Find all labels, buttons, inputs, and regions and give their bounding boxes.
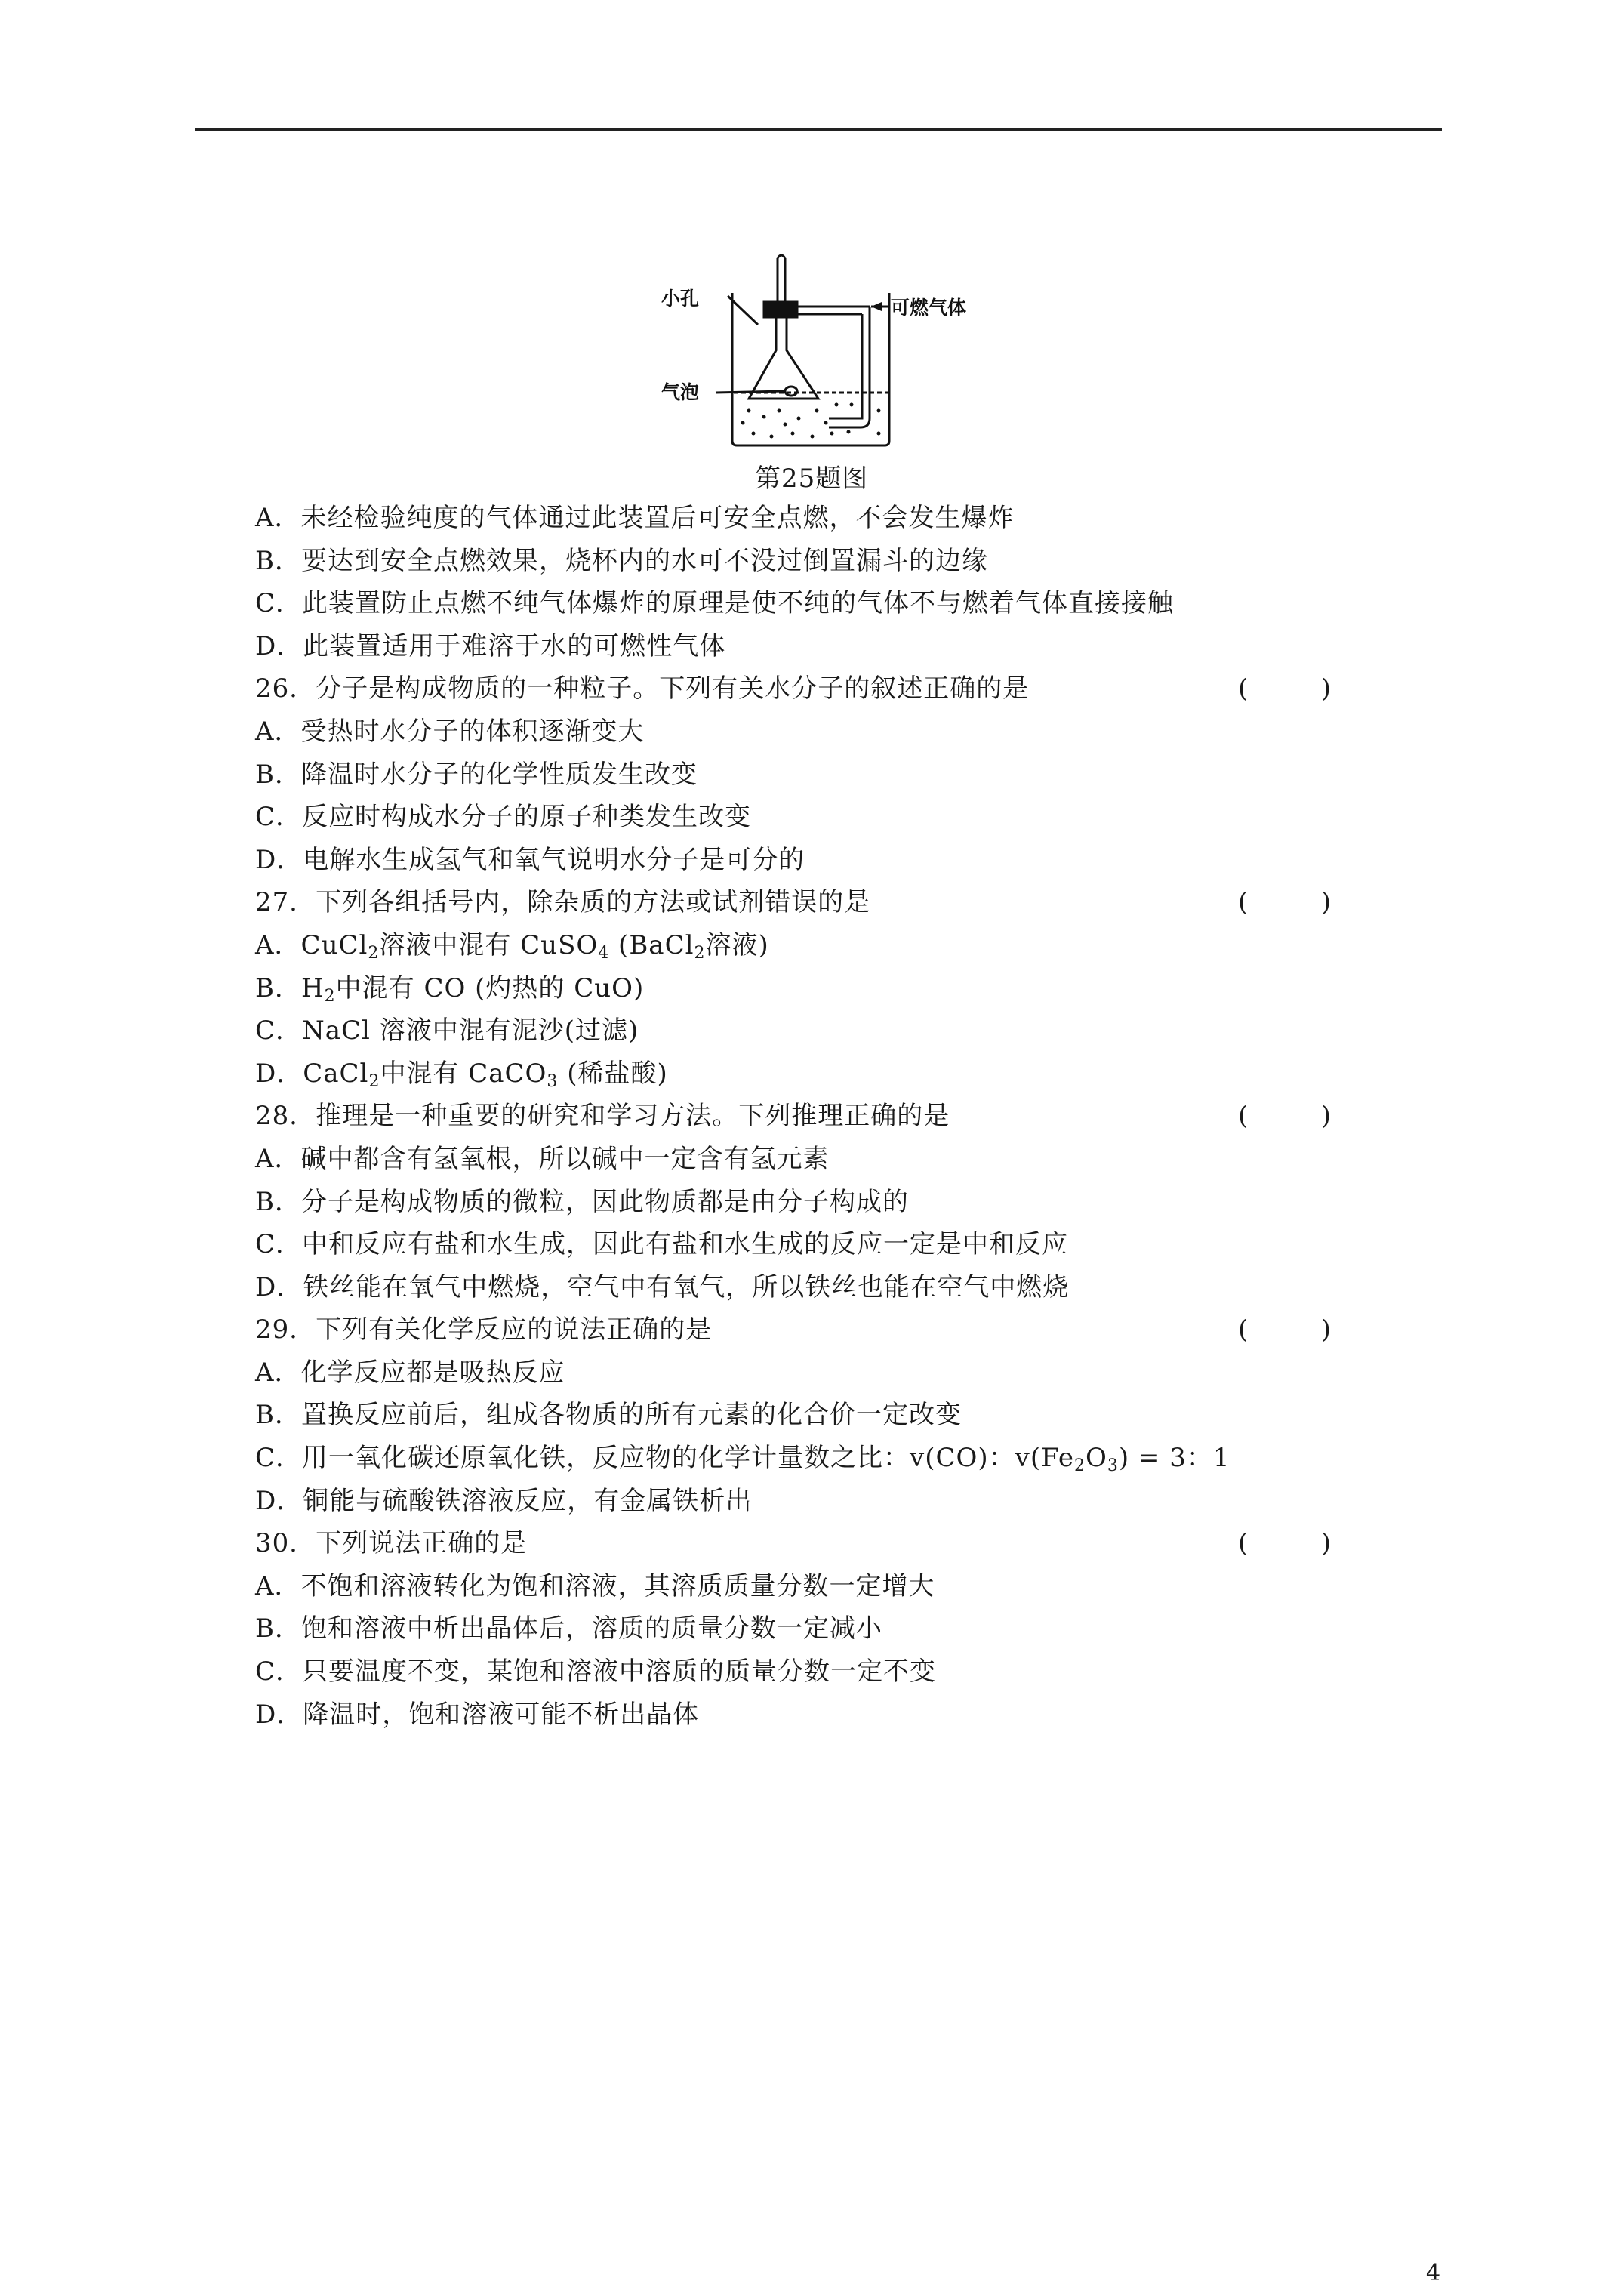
q27-stem: 27．下列各组括号内，除杂质的方法或试剂错误的是 ( ) bbox=[255, 887, 1332, 918]
q27-option-c: C．NaCl 溶液中混有泥沙(过滤) bbox=[255, 1015, 639, 1046]
q28-option-a: A．碱中都含有氢氧根，所以碱中一定含有氢元素 bbox=[255, 1143, 830, 1174]
header-rule bbox=[195, 128, 1442, 131]
q27-option-b: B．$H_2$中混有 CO (灼热的 CuO) bbox=[255, 972, 645, 1006]
q26-stem-text: 26．分子是构成物质的一种粒子。下列有关水分子的叙述正确的是 bbox=[255, 673, 1030, 704]
q29-option-c: C．用一氧化碳还原氧化铁，反应物的化学计量数之比：v(CO)：$v(Fe_2O_3) = 3$：1 bbox=[255, 1443, 1230, 1476]
q26-option-d: D．电解水生成氢气和氧气说明水分子是可分的 bbox=[255, 844, 805, 875]
q30-stem: 30．下列说法正确的是 ( ) bbox=[255, 1528, 1332, 1559]
q26-option-c: C．反应时构成水分子的原子种类发生改变 bbox=[255, 802, 752, 833]
q29-stem-text: 29．下列有关化学反应的说法正确的是 bbox=[255, 1314, 713, 1345]
q28-option-b: B．分子是构成物质的微粒，因此物质都是由分子构成的 bbox=[255, 1186, 909, 1217]
q30-stem-text: 30．下列说法正确的是 bbox=[255, 1528, 528, 1559]
q27-option-a: A．CuCl$_2$溶液中混有 CuSO$_4$ (BaCl$_2$溶液) bbox=[255, 929, 769, 963]
q29-option-a: A．化学反应都是吸热反应 bbox=[255, 1357, 565, 1388]
q26-option-a: A．受热时水分子的体积逐渐变大 bbox=[255, 716, 645, 747]
q26-stem: 26．分子是构成物质的一种粒子。下列有关水分子的叙述正确的是 ( ) bbox=[255, 673, 1332, 704]
figure-caption: 第25题图 bbox=[755, 464, 869, 494]
q28-stem-text: 28．推理是一种重要的研究和学习方法。下列推理正确的是 bbox=[255, 1101, 950, 1132]
q30-option-a: A．不饱和溶液转化为饱和溶液，其溶质质量分数一定增大 bbox=[255, 1570, 935, 1601]
q25-option-a: A．未经检验纯度的气体通过此装置后可安全点燃，不会发生爆炸 bbox=[255, 503, 1015, 533]
label-bubble: 气泡 bbox=[661, 381, 700, 403]
q25-option-b: B．要达到安全点燃效果，烧杯内的水可不没过倒置漏斗的边缘 bbox=[255, 545, 988, 576]
q30-option-c: C．只要温度不变，某饱和溶液中溶质的质量分数一定不变 bbox=[255, 1657, 937, 1687]
q29-stem: 29．下列有关化学反应的说法正确的是 ( ) bbox=[255, 1314, 1332, 1345]
q29-option-b: B．置换反应前后，组成各物质的所有元素的化合价一定改变 bbox=[255, 1400, 962, 1431]
q25-option-c: C．此装置防止点燃不纯气体爆炸的原理是使不纯的气体不与燃着气体直接接触 bbox=[255, 588, 1175, 619]
q27-stem-text: 27．下列各组括号内，除杂质的方法或试剂错误的是 bbox=[255, 887, 871, 918]
q28-option-c: C．中和反应有盐和水生成，因此有盐和水生成的反应一定是中和反应 bbox=[255, 1229, 1069, 1260]
q28-stem: 28．推理是一种重要的研究和学习方法。下列推理正确的是 ( ) bbox=[255, 1101, 1332, 1132]
q30-option-b: B．饱和溶液中析出晶体后，溶质的质量分数一定减小 bbox=[255, 1613, 882, 1644]
page-number: 4 bbox=[1426, 2260, 1441, 2286]
q26-option-b: B．降温时水分子的化学性质发生改变 bbox=[255, 759, 698, 790]
q25-option-d: D．此装置适用于难溶于水的可燃性气体 bbox=[255, 630, 726, 661]
apparatus-diagram bbox=[658, 243, 983, 451]
label-flammable-gas: 可燃气体 bbox=[891, 297, 967, 319]
q29-option-d: D．铜能与硫酸铁溶液反应，有金属铁析出 bbox=[255, 1485, 753, 1516]
question-list bbox=[255, 497, 1342, 1736]
label-small-hole: 小孔 bbox=[661, 288, 700, 310]
q28-option-d: D．铁丝能在氧气中燃烧，空气中有氧气，所以铁丝也能在空气中燃烧 bbox=[255, 1271, 1070, 1302]
q30-option-d: D．降温时，饱和溶液可能不析出晶体 bbox=[255, 1699, 700, 1730]
q27-option-d: D．CaCl$_2$中混有 CaCO$_3$ (稀盐酸) bbox=[255, 1058, 668, 1091]
